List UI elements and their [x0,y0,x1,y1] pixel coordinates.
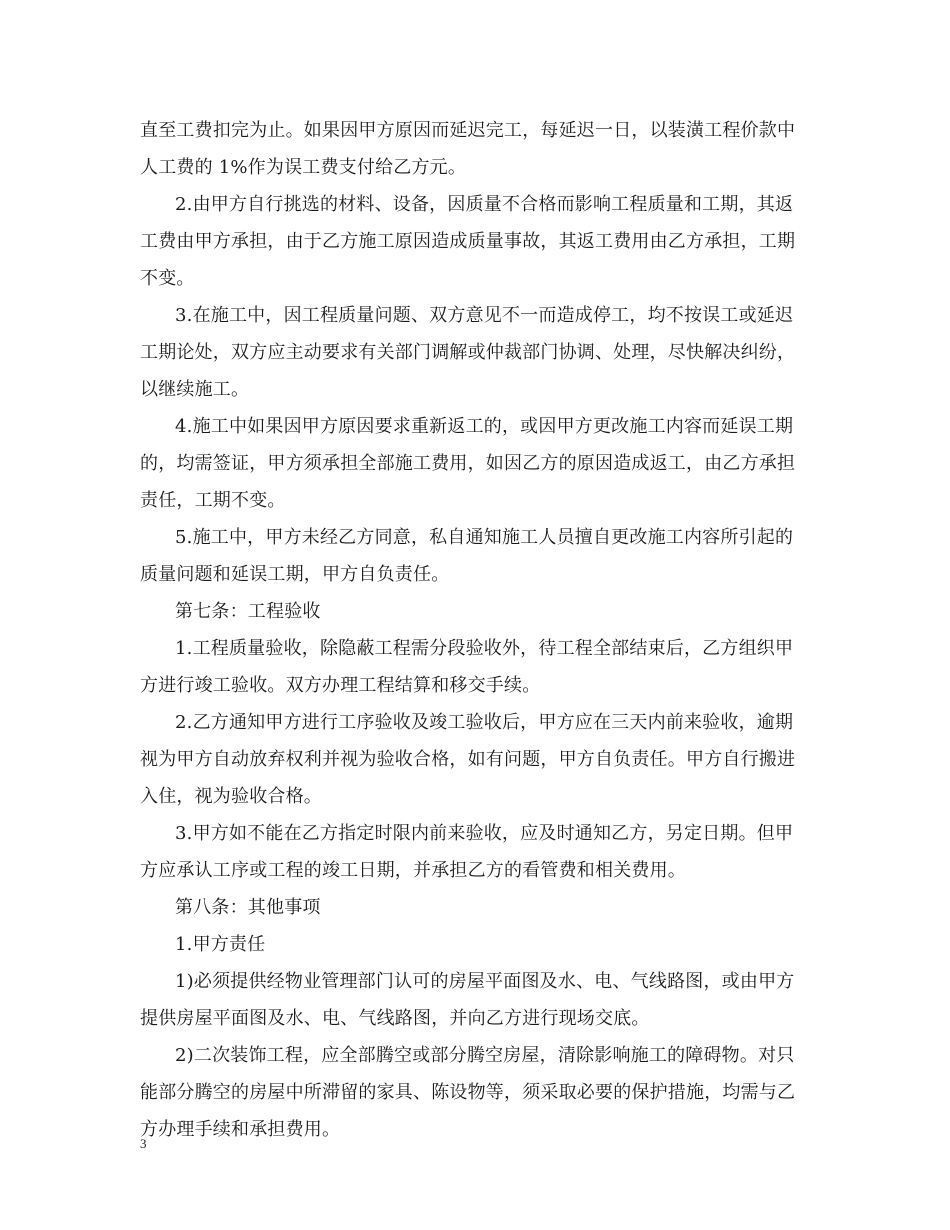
text-line: 责任，工期不变。 [140,490,286,511]
paragraph-item-5 [140,519,812,593]
text-line: 3.甲方如不能在乙方指定时限内前来验收，应及时通知乙方，另定日期。但甲 [175,823,794,844]
subsection-heading: 1.甲方责任 [175,934,266,955]
text-line: 4.施工中如果因甲方原因要求重新返工的，或因甲方更改施工内容而延误工期 [175,416,794,437]
text-line: 5.施工中，甲方未经乙方同意，私自通知施工人员擅自更改施工内容所引起的 [175,527,794,548]
paragraph-item-3 [140,297,812,408]
page-number: 3 [140,1136,147,1151]
text-line: 3.在施工中，因工程质量问题、双方意见不一而造成停工，均不按误工或延迟 [175,305,794,326]
text-line: 的，均需签证，甲方须承担全部施工费用，如因乙方的原因造成返工，由乙方承担 [140,453,796,474]
article-8-heading [140,889,812,926]
text-line: 方进行竣工验收。双方办理工程结算和移交手续。 [140,675,541,696]
text-line: 1.工程质量验收，除隐蔽工程需分段验收外，待工程全部结束后，乙方组织甲 [175,638,794,659]
paragraph-article-7-item-2 [140,704,812,815]
text-line: 直至工费扣完为止。如果因甲方原因而延迟完工，每延迟一日，以装潢工程价款中 [140,120,796,141]
text-line: 2.乙方通知甲方进行工序验收及竣工验收后，甲方应在三天内前来验收，逾期 [175,712,794,733]
section-heading: 第八条：其他事项 [175,897,321,918]
text-line: 以继续施工。 [140,379,250,400]
paragraph-article-8-sub-2 [140,1037,812,1148]
text-line: 2.由甲方自行挑选的材料、设备，因质量不合格而影响工程质量和工期，其返 [175,194,794,215]
paragraph-continued [140,112,812,186]
text-line: 工期论处，双方应主动要求有关部门调解或仲裁部门协调、处理，尽快解决纠纷， [140,342,796,363]
article-7-heading [140,593,812,630]
text-line: 能部分腾空的房屋中所滞留的家具、陈设物等，须采取必要的保护措施，均需与乙 [140,1082,796,1103]
text-line: 提供房屋平面图及水、电、气线路图，并向乙方进行现场交底。 [140,1008,650,1029]
paragraph-item-2 [140,186,812,297]
text-line: 2)二次装饰工程，应全部腾空或部分腾空房屋，清除影响施工的障碍物。对只 [175,1045,795,1066]
text-line: 不变。 [140,268,195,289]
text-line: 方应承认工序或工程的竣工日期，并承担乙方的看管费和相关费用。 [140,860,686,881]
text-line: 视为甲方自动放弃权利并视为验收合格，如有问题，甲方自负责任。甲方自行搬进 [140,749,796,770]
paragraph-article-7-item-1 [140,630,812,704]
section-heading: 第七条：工程验收 [175,601,321,622]
text-line: 工费由甲方承担，由于乙方施工原因造成质量事故，其返工费用由乙方承担，工期 [140,231,796,252]
text-line: 入住，视为验收合格。 [140,786,322,807]
document-body [140,112,812,1148]
paragraph-article-8-item-1 [140,926,812,963]
paragraph-item-4 [140,408,812,519]
paragraph-article-7-item-3 [140,815,812,889]
paragraph-article-8-sub-1 [140,963,812,1037]
text-line: 1)必须提供经物业管理部门认可的房屋平面图及水、电、气线路图，或由甲方 [175,971,795,992]
text-line: 人工费的 1%作为误工费支付给乙方元。 [140,157,467,178]
text-line: 方办理手续和承担费用。 [140,1119,341,1140]
text-line: 质量问题和延误工期，甲方自负责任。 [140,564,450,585]
